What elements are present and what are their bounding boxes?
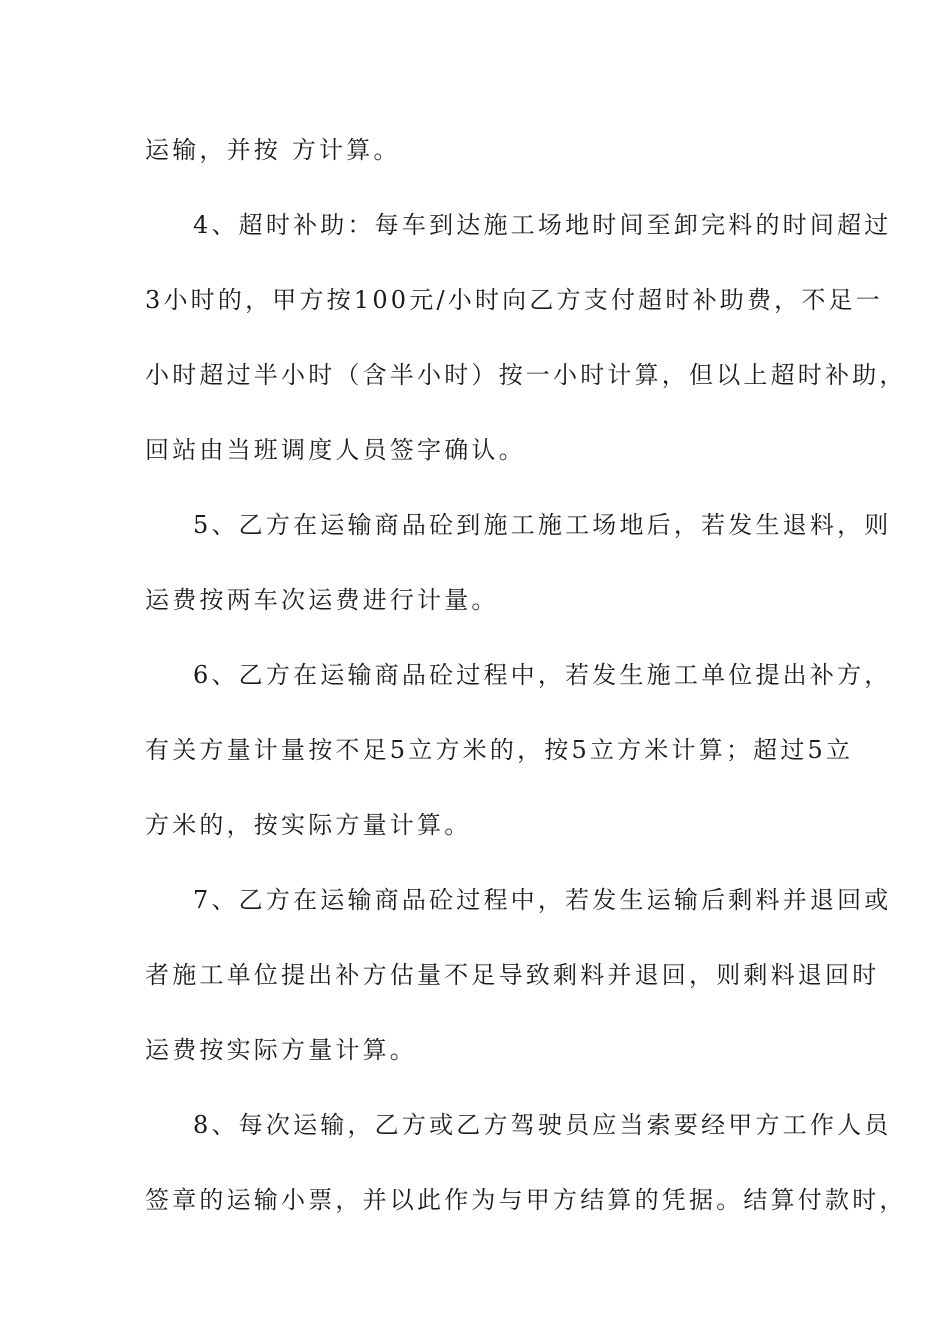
text-line: 运输，并按 方计算。 [145,136,401,164]
clause-6-line: 6、乙方在运输商品砼过程中，若发生施工单位提出补方， [193,661,892,689]
text-line: 有关方量计量按不足5立方米的，按5立方米计算；超过5立 [145,736,854,764]
text-line: 签章的运输小票，并以此作为与甲方结算的凭据。结算付款时， [145,1186,907,1214]
text-line: 回站由当班调度人员签字确认。 [145,436,526,464]
text-line: 3小时的，甲方按100元/小时向乙方支付超时补助费，不足一 [145,286,883,314]
clause-4-line: 4、超时补助：每车到达施工场地时间至卸完料的时间超过 [193,211,892,239]
text-line: 运费按两车次运费进行计量。 [145,586,499,614]
text-line: 小时超过半小时（含半小时）按一小时计算，但以上超时补助， [145,361,907,389]
clause-7-line: 7、乙方在运输商品砼过程中，若发生运输后剩料并退回或 [193,886,892,914]
text-line: 方米的，按实际方量计算。 [145,811,472,839]
clause-8-line: 8、每次运输，乙方或乙方驾驶员应当索要经甲方工作人员 [193,1111,892,1139]
text-line: 运费按实际方量计算。 [145,1036,417,1064]
text-line: 者施工单位提出补方估量不足导致剩料并退回，则剩料退回时 [145,961,880,989]
clause-5-line: 5、乙方在运输商品砼到施工施工场地后，若发生退料，则 [193,511,892,539]
